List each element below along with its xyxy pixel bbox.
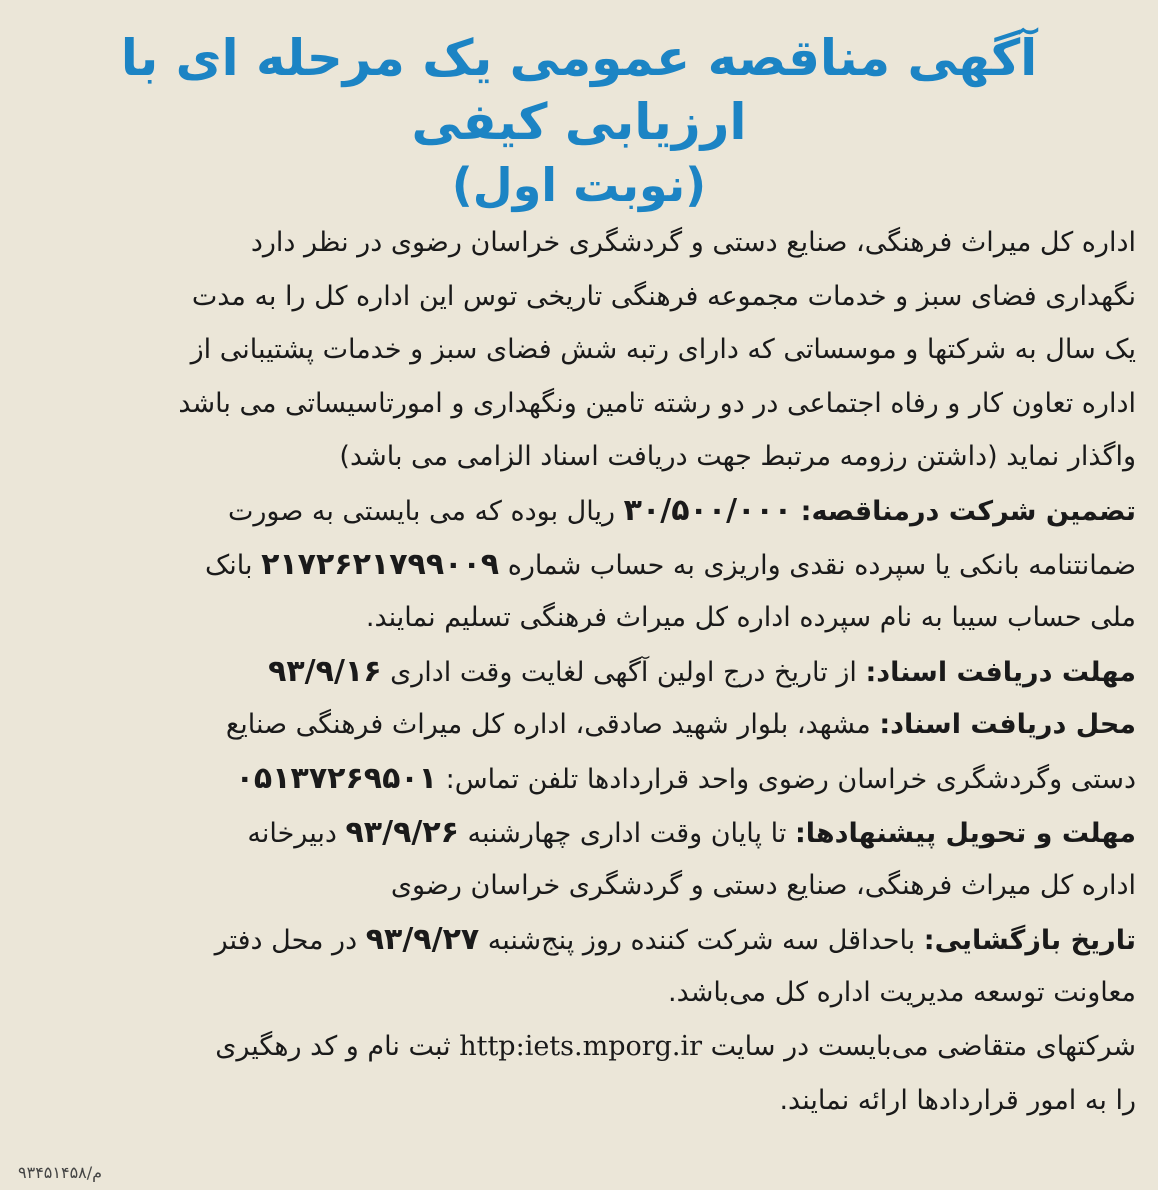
notice-code: م/۹۳۴۵۱۴۵۸ [18, 1163, 103, 1182]
deadline-docs-section [22, 645, 1136, 699]
opening-text: در محل دفتر [214, 924, 358, 956]
registration-text: را به امور قراردادها ارائه نمایند. [779, 1084, 1136, 1116]
registration-section [22, 1020, 1136, 1127]
guarantee-section [22, 484, 1136, 645]
intro-line: اداره کل میراث فرهنگی، صنایع دستی و گردشگری خراسان رضوی در نظر دارد [250, 227, 1136, 258]
submission-label: مهلت و تحویل پیشنهادها: [794, 817, 1136, 849]
opening-text: معاونت توسعه مدیریت اداره کل می‌باشد. [668, 977, 1136, 1009]
notice-subtitle: (نوبت اول) [451, 158, 707, 212]
deadline-docs-date: ۹۳/۹/۱۶ [268, 653, 382, 689]
registration-url: http:iets.mporg.ir [459, 1030, 703, 1062]
intro-line: اداره تعاون کار و رفاه اجتماعی در دو رشته تامین ونگهداری و امورتاسیساتی می باشد [178, 387, 1136, 419]
guarantee-text: ریال بوده که می بایستی به صورت [227, 495, 616, 527]
guarantee-text: ملی حساب سیبا به نام سپرده اداره کل میراث فرهنگی تسلیم نمایند. [365, 602, 1136, 634]
submission-text: تا پایان وقت اداری چهارشنبه [458, 817, 787, 849]
guarantee-text: ضمانتنامه بانکی یا سپرده نقدی واریزی به حساب شماره [499, 549, 1136, 581]
submission-date: ۹۳/۹/۲۶ [345, 814, 459, 850]
guarantee-label: تضمین شرکت درمناقصه: [800, 495, 1136, 527]
opening-label: تاریخ بازگشایی: [923, 924, 1136, 956]
place-docs-text: دستی وگردشگری خراسان رضوی واحد قراردادها تلفن تماس: [437, 763, 1136, 795]
opening-section [22, 913, 1136, 1020]
phone-number: ۰۵۱۳۷۲۶۹۵۰۱ [235, 760, 438, 796]
place-docs-section [22, 698, 1136, 805]
account-number: ۲۱۷۲۶۲۱۷۹۹۰۰۹ [261, 546, 500, 582]
registration-text: شرکتهای متقاضی می‌بایست در سایت [702, 1030, 1136, 1062]
place-docs-text: مشهد، بلوار شهید صادقی، اداره کل میراث فرهنگی صنایع [225, 709, 871, 741]
intro-line: واگذار نماید (داشتن رزومه مرتبط جهت دریافت اسناد الزامی می باشد) [339, 441, 1136, 473]
intro-line: نگهداری فضای سبز و خدمات مجموعه فرهنگی تاریخی توس این اداره کل را به مدت [191, 280, 1136, 312]
guarantee-text: بانک [205, 549, 253, 581]
opening-date: ۹۳/۹/۲۷ [365, 921, 480, 957]
deadline-docs-text: از تاریخ درج اولین آگهی لغایت وقت اداری [381, 656, 857, 688]
place-docs-label: محل دریافت اسناد: [879, 709, 1136, 741]
deadline-docs-label: مهلت دریافت اسناد: [865, 656, 1136, 688]
intro-paragraph [22, 216, 1136, 484]
intro-line: یک سال به شرکتها و موسساتی که دارای رتبه شش فضای سبز و خدمات پشتیبانی از [190, 334, 1136, 366]
guarantee-amount: ۳۰/۵۰۰/۰۰۰ [623, 492, 793, 528]
registration-text: ثبت نام و کد رهگیری [215, 1030, 451, 1062]
submission-text: اداره کل میراث فرهنگی، صنایع دستی و گردشگری خراسان رضوی [390, 870, 1136, 902]
notice-title: آگهی مناقصه عمومی یک مرحله ای با ارزیابی کیفی [120, 29, 1038, 151]
opening-text: باحداقل سه شرکت کننده روز پنج‌شنبه [479, 924, 916, 956]
submission-section [22, 806, 1136, 913]
submission-text: دبیرخانه [247, 817, 337, 849]
notice-body [22, 216, 1136, 1127]
